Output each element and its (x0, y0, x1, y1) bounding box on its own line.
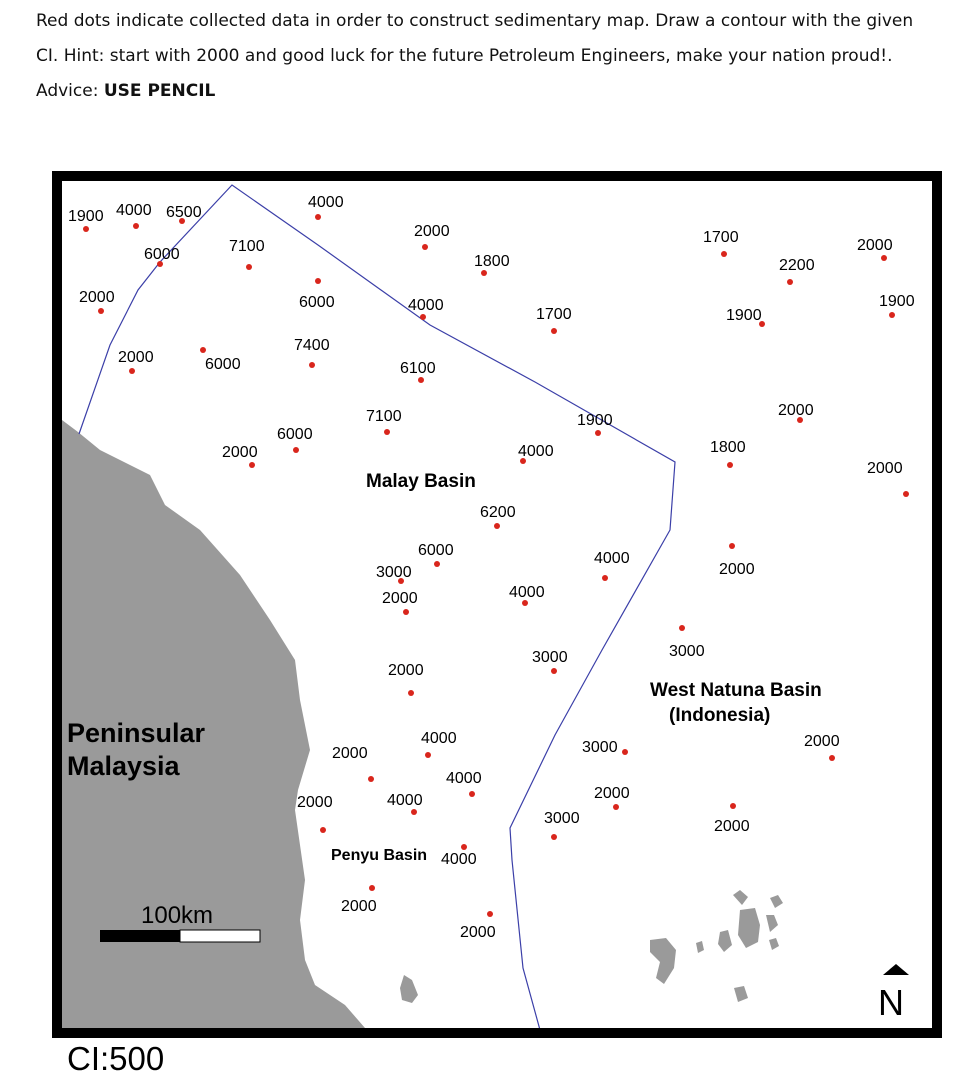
data-point-value: 6200 (480, 504, 516, 521)
data-point-marker (829, 755, 835, 761)
data-point-marker (425, 752, 431, 758)
data-point-marker (881, 255, 887, 261)
data-point (710, 439, 746, 468)
data-point-value: 1900 (879, 293, 915, 310)
data-point-marker (249, 462, 255, 468)
data-point-value: 4000 (441, 851, 477, 868)
data-point (388, 662, 424, 696)
data-point (594, 550, 630, 581)
data-point (441, 844, 477, 868)
data-point (144, 246, 180, 267)
data-point-marker (246, 264, 252, 270)
data-point-value: 2000 (118, 349, 154, 366)
scale-bar-label: 100km (141, 902, 214, 929)
data-point-value: 7100 (366, 408, 402, 425)
data-point-marker (487, 911, 493, 917)
data-point-value: 3000 (532, 649, 568, 666)
data-point (382, 590, 418, 615)
data-point-value: 1700 (536, 306, 572, 323)
data-point-marker (200, 347, 206, 353)
data-point-value: 2000 (222, 444, 258, 461)
data-point (779, 257, 815, 285)
data-point (879, 293, 915, 318)
data-point-value: 4000 (446, 770, 482, 787)
data-point (719, 543, 755, 578)
data-point-value: 2000 (79, 289, 115, 306)
data-point-marker (384, 429, 390, 435)
data-point-marker (320, 827, 326, 833)
data-point (474, 253, 510, 276)
data-point-marker (293, 447, 299, 453)
island-natuna-f (696, 941, 704, 953)
data-point-value: 3000 (669, 643, 705, 660)
data-point-value: 4000 (518, 443, 554, 460)
data-point-value: 6000 (205, 356, 241, 373)
data-point (804, 733, 840, 761)
data-point (703, 229, 739, 257)
data-point (308, 194, 344, 220)
data-point-value: 7100 (229, 238, 265, 255)
data-point (778, 402, 814, 423)
data-point-marker (434, 561, 440, 567)
data-point-value: 4000 (421, 730, 457, 747)
data-point-value: 2000 (460, 924, 496, 941)
data-point-value: 2000 (332, 745, 368, 762)
data-point-marker (315, 214, 321, 220)
data-point (366, 408, 402, 435)
data-point-marker (369, 885, 375, 891)
north-arrow-label: N (878, 982, 904, 1023)
data-point-value: 4000 (594, 550, 630, 567)
data-point-value: 2000 (297, 794, 333, 811)
data-point (332, 745, 374, 782)
data-point-marker (129, 368, 135, 374)
data-point (867, 460, 909, 497)
data-point-value: 2000 (867, 460, 903, 477)
data-point (116, 202, 152, 229)
data-point-marker (613, 804, 619, 810)
advice-label: Advice: (36, 81, 99, 101)
data-point-marker (729, 543, 735, 549)
data-point (582, 739, 628, 756)
data-point (726, 307, 765, 327)
island-small-south (400, 975, 418, 1003)
data-point (68, 208, 104, 232)
data-point-value: 7400 (294, 337, 330, 354)
data-point (400, 360, 436, 383)
island-natuna-a (718, 930, 732, 952)
data-point-value: 6500 (166, 204, 202, 221)
data-point (341, 885, 377, 915)
island-natuna-c (734, 986, 748, 1002)
data-point-value: 3000 (376, 564, 412, 581)
data-point-value: 4000 (116, 202, 152, 219)
data-point (222, 444, 258, 468)
data-point-value: 2000 (594, 785, 630, 802)
west-natuna-indonesia-label: (Indonesia) (669, 705, 771, 726)
data-point-marker (730, 803, 736, 809)
penyu-basin-label: Penyu Basin (331, 847, 428, 864)
data-point (387, 792, 423, 815)
data-point-marker (903, 491, 909, 497)
data-point-value: 2000 (719, 561, 755, 578)
data-point-marker (420, 314, 426, 320)
data-point-marker (422, 244, 428, 250)
data-point (480, 504, 516, 529)
data-point (166, 204, 202, 224)
scale-bar-black-segment (100, 930, 180, 942)
scale-bar-white-segment (180, 930, 260, 942)
sedimentary-map (62, 181, 932, 1028)
data-point-marker (721, 251, 727, 257)
data-point (532, 649, 568, 674)
data-point-value: 3000 (582, 739, 618, 756)
north-arrow (878, 964, 909, 1023)
data-point (297, 794, 333, 833)
data-point-marker (309, 362, 315, 368)
data-point-marker (461, 844, 467, 850)
data-point (294, 337, 330, 368)
data-point (200, 347, 241, 373)
data-point (421, 730, 457, 758)
data-point-marker (368, 776, 374, 782)
data-point (277, 426, 313, 453)
instructions-block (36, 4, 936, 109)
data-point (446, 770, 482, 797)
data-point-value: 1900 (726, 307, 762, 324)
data-point-value: 1700 (703, 229, 739, 246)
data-point-value: 3000 (544, 810, 580, 827)
data-point-marker (551, 834, 557, 840)
malay-basin-label: Malay Basin (366, 471, 476, 492)
advice-line (36, 74, 936, 109)
data-point-marker (679, 625, 685, 631)
data-point (299, 278, 335, 311)
data-point-value: 1900 (68, 208, 104, 225)
data-point (509, 584, 545, 606)
data-point (518, 443, 554, 464)
island-natuna-large (738, 908, 760, 948)
data-point-marker (403, 609, 409, 615)
data-point (544, 810, 580, 840)
data-point-marker (551, 328, 557, 334)
data-point (669, 625, 705, 660)
island-natuna-g (769, 938, 779, 950)
data-point (376, 564, 412, 584)
data-point-marker (602, 575, 608, 581)
map-frame (52, 171, 942, 1038)
data-point-marker (133, 223, 139, 229)
data-point-marker (315, 278, 321, 284)
ci-label: CI:500 (67, 1040, 165, 1077)
advice-value: USE PENCIL (103, 81, 216, 101)
data-point-value: 2000 (857, 237, 893, 254)
data-point (594, 785, 630, 810)
data-point (577, 412, 613, 436)
data-point-marker (418, 377, 424, 383)
data-point-value: 6000 (144, 246, 180, 263)
data-point-marker (727, 462, 733, 468)
data-point (418, 542, 454, 567)
data-point (536, 306, 572, 334)
island-natuna-e (770, 895, 783, 908)
data-point-value: 6100 (400, 360, 436, 377)
data-point (229, 238, 265, 270)
instructions-text: Red dots indicate collected data in order to construct sedimentary map. Draw a contour with the given CI. Hint: start with 2000 and good luck for the future Petroleum Engineers, make your nation proud!. (36, 11, 914, 66)
data-point-value: 1800 (474, 253, 510, 270)
data-point (118, 349, 154, 374)
data-point-value: 2000 (382, 590, 418, 607)
data-point (408, 297, 444, 320)
peninsular-label: Peninsular (67, 718, 206, 748)
data-point-marker (481, 270, 487, 276)
data-point-marker (787, 279, 793, 285)
data-point-marker (889, 312, 895, 318)
data-point-marker (469, 791, 475, 797)
data-point-marker (551, 668, 557, 674)
data-point (460, 911, 496, 941)
data-point-value: 1800 (710, 439, 746, 456)
data-point-value: 4000 (308, 194, 344, 211)
data-point-value: 2000 (414, 223, 450, 240)
data-point-value: 2000 (778, 402, 814, 419)
data-point-marker (83, 226, 89, 232)
data-point-value: 2000 (714, 818, 750, 835)
data-point-value: 2000 (804, 733, 840, 750)
data-point-marker (408, 690, 414, 696)
data-point-value: 2200 (779, 257, 815, 274)
data-point-marker (622, 749, 628, 755)
data-point-value: 2000 (341, 898, 377, 915)
malaysia-label: Malaysia (67, 751, 180, 781)
data-point-value: 1900 (577, 412, 613, 429)
data-point-value: 6000 (299, 294, 335, 311)
data-point-marker (98, 308, 104, 314)
data-point-value: 4000 (387, 792, 423, 809)
data-point-marker (494, 523, 500, 529)
data-point-value: 6000 (277, 426, 313, 443)
data-point (714, 803, 750, 835)
data-point (414, 223, 450, 250)
data-point (79, 289, 115, 314)
data-point-marker (595, 430, 601, 436)
data-point-value: 2000 (388, 662, 424, 679)
data-point-value: 6000 (418, 542, 454, 559)
data-point-marker (411, 809, 417, 815)
data-point-value: 4000 (509, 584, 545, 601)
data-point (857, 237, 893, 261)
island-natuna-b (766, 915, 778, 932)
north-arrow-icon (883, 964, 909, 975)
data-point-value: 4000 (408, 297, 444, 314)
west-natuna-basin-label: West Natuna Basin (650, 680, 822, 701)
island-natuna-west (650, 938, 676, 984)
island-natuna-d (733, 890, 748, 905)
